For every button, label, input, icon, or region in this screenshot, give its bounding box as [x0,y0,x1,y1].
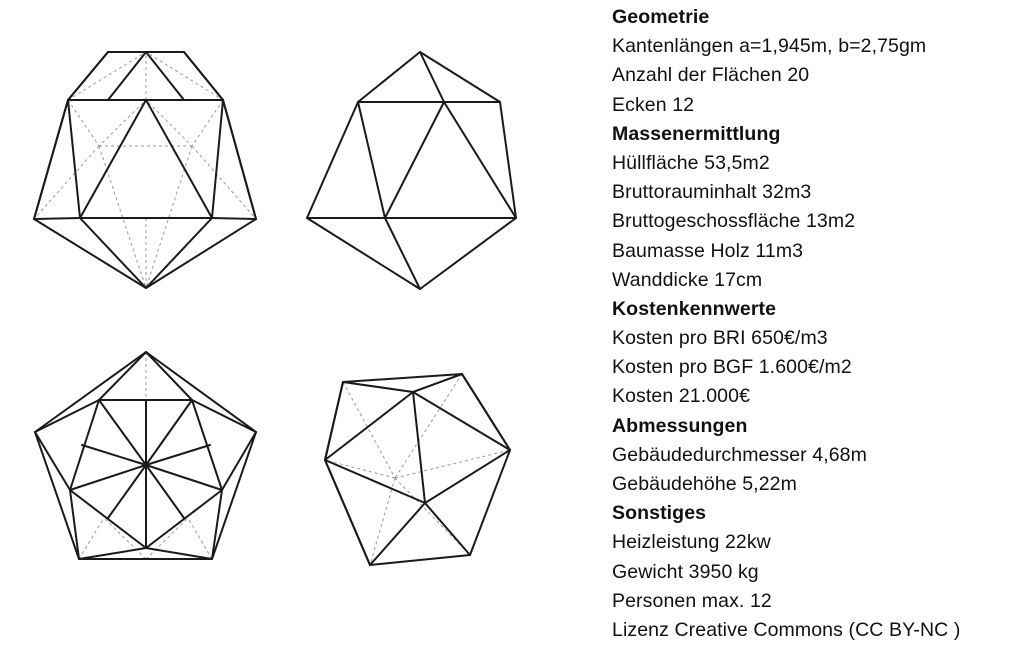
spec-gebaeudehoehe: Gebäudehöhe 5,22m [612,473,797,495]
spec-personen: Personen max. 12 [612,589,772,612]
icosahedron-top-view [35,352,256,559]
icosahedron-front-view [34,52,256,288]
spec-flaechen: Anzahl der Flächen 20 [612,64,810,87]
section-heading-massenermittlung: Massenermittlung [612,122,781,145]
icosahedron-side-view [307,52,516,289]
section-heading-geometrie: Geometrie [612,6,710,28]
spec-ecken: Ecken 12 [612,93,695,116]
spec-heizleistung: Heizleistung 22kw [612,531,771,554]
spec-gebaeudedurchmesser: Gebäudedurchmesser 4,68m [612,443,867,466]
section-heading-kostenkennwerte: Kostenkennwerte [612,297,777,320]
spec-kosten: Kosten 21.000€ [612,385,751,408]
spec-lizenz: Lizenz Creative Commons (CC BY-NC ) [612,618,961,641]
spec-baumasse: Baumasse Holz 11m3 [612,239,804,262]
section-heading-sonstiges: Sonstiges [612,502,707,525]
spec-bruttorauminhalt: Bruttorauminhalt 32m3 [612,181,812,204]
spec-huellflaeche: Hüllfläche 53,5m2 [612,151,770,174]
spec-kantenlaengen: Kantenlängen a=1,945m, b=2,75gm [612,35,927,58]
section-heading-abmessungen: Abmessungen [612,414,748,437]
spec-bruttogeschossflaeche: Bruttogeschossfläche 13m2 [612,210,856,233]
spec-kosten-pro-bri: Kosten pro BRI 650€/m3 [612,327,828,350]
spec-wanddicke: Wanddicke 17cm [612,268,763,291]
spec-kosten-pro-bgf: Kosten pro BGF 1.600€/m2 [612,356,852,379]
icosahedron-perspective-view [325,374,510,565]
specification-list [612,3,1022,645]
spec-gewicht: Gewicht 3950 kg [612,560,759,583]
